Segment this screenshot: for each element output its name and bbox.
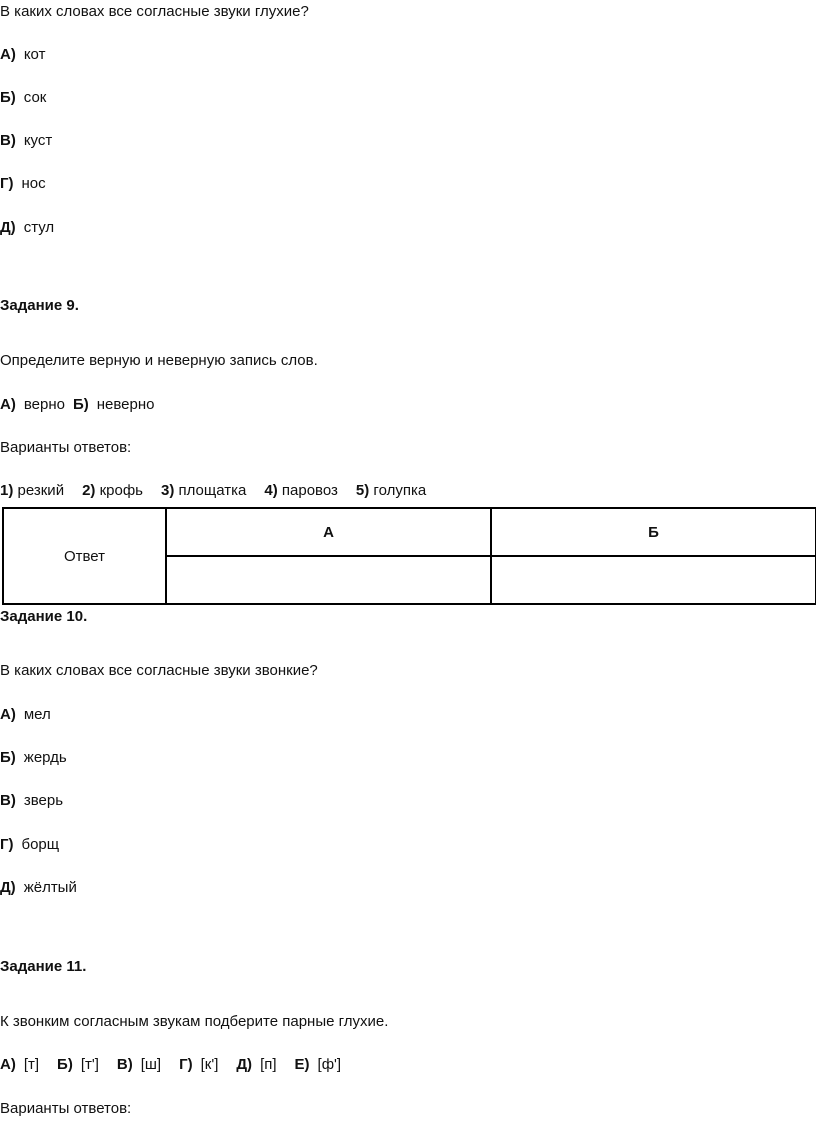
legend-text: неверно bbox=[96, 396, 155, 413]
answer-table bbox=[2, 507, 816, 605]
q9-legend bbox=[0, 396, 154, 414]
option-text: кот bbox=[23, 46, 46, 63]
q11-title: Задание 11. bbox=[0, 958, 87, 975]
q10-option-g bbox=[0, 836, 59, 854]
answer-cell-a[interactable] bbox=[166, 556, 491, 604]
q9-title: Задание 9. bbox=[0, 297, 79, 314]
q10-title: Задание 10. bbox=[0, 608, 88, 625]
option-letter: Г) bbox=[0, 175, 14, 192]
option-text: стул bbox=[23, 219, 55, 236]
option-text: борщ bbox=[21, 836, 60, 853]
sound-letter: В) bbox=[116, 1056, 133, 1073]
option-letter: Г) bbox=[0, 836, 14, 853]
sound-letter: Е) bbox=[294, 1056, 310, 1073]
variant-text: голупка bbox=[373, 482, 427, 499]
sound-letter: Б) bbox=[57, 1056, 73, 1073]
sound-text: [т] bbox=[23, 1056, 40, 1073]
legend-text: верно bbox=[23, 396, 65, 413]
sound-text: [т'] bbox=[80, 1056, 99, 1073]
option-text: жердь bbox=[23, 749, 67, 766]
q11-variants-label: Варианты ответов: bbox=[0, 1100, 132, 1117]
option-letter: Б) bbox=[0, 89, 16, 106]
option-text: зверь bbox=[23, 792, 64, 809]
option-letter: В) bbox=[0, 792, 16, 809]
q11-question: К звонким согласным звукам подберите парные глухие. bbox=[0, 1013, 389, 1030]
sound-text: [ф'] bbox=[317, 1056, 342, 1073]
legend-letter: Б) bbox=[72, 396, 89, 413]
variant-text: резкий bbox=[17, 482, 65, 499]
variant-num: 1) bbox=[0, 482, 14, 499]
option-text: нос bbox=[21, 175, 46, 192]
option-letter: А) bbox=[0, 706, 16, 723]
q10-option-d bbox=[0, 879, 77, 897]
option-letter: А) bbox=[0, 46, 16, 63]
q9-variants bbox=[0, 482, 426, 500]
q10-question: В каких словах все согласные звуки звонкие? bbox=[0, 662, 318, 679]
option-letter: Д) bbox=[0, 219, 16, 236]
q9-question: Определите верную и неверную запись слов. bbox=[0, 352, 318, 369]
q10-option-v bbox=[0, 792, 63, 810]
option-text: мел bbox=[23, 706, 51, 723]
sound-letter: Д) bbox=[236, 1056, 253, 1073]
option-text: сок bbox=[23, 89, 47, 106]
variant-text: паровоз bbox=[281, 482, 338, 499]
q8-option-v bbox=[0, 132, 52, 150]
answer-row-label: Ответ bbox=[3, 508, 166, 604]
sound-text: [к'] bbox=[200, 1056, 219, 1073]
variant-text: крофь bbox=[99, 482, 143, 499]
q8-option-g bbox=[0, 175, 46, 193]
q8-question: В каких словах все согласные звуки глухие? bbox=[0, 3, 309, 20]
option-letter: В) bbox=[0, 132, 16, 149]
answer-col-a-header: А bbox=[166, 508, 491, 556]
q9-variants-label: Варианты ответов: bbox=[0, 439, 132, 456]
legend-letter: А) bbox=[0, 396, 16, 413]
q8-option-b bbox=[0, 89, 46, 107]
answer-col-b-header: Б bbox=[491, 508, 816, 556]
sound-letter: А) bbox=[0, 1056, 16, 1073]
option-letter: Б) bbox=[0, 749, 16, 766]
sound-text: [п] bbox=[260, 1056, 277, 1073]
q10-option-b bbox=[0, 749, 67, 767]
option-text: жёлтый bbox=[23, 879, 77, 896]
variant-num: 3) bbox=[161, 482, 175, 499]
sound-text: [ш] bbox=[140, 1056, 162, 1073]
variant-text: площатка bbox=[178, 482, 247, 499]
option-letter: Д) bbox=[0, 879, 16, 896]
q10-option-a bbox=[0, 706, 51, 724]
q8-option-d bbox=[0, 219, 54, 237]
option-text: куст bbox=[23, 132, 53, 149]
variant-num: 5) bbox=[355, 482, 370, 499]
answer-cell-b[interactable] bbox=[491, 556, 816, 604]
sound-letter: Г) bbox=[179, 1056, 193, 1073]
q8-option-a bbox=[0, 46, 45, 64]
variant-num: 2) bbox=[82, 482, 96, 499]
variant-num: 4) bbox=[264, 482, 278, 499]
q11-sounds bbox=[0, 1056, 341, 1074]
